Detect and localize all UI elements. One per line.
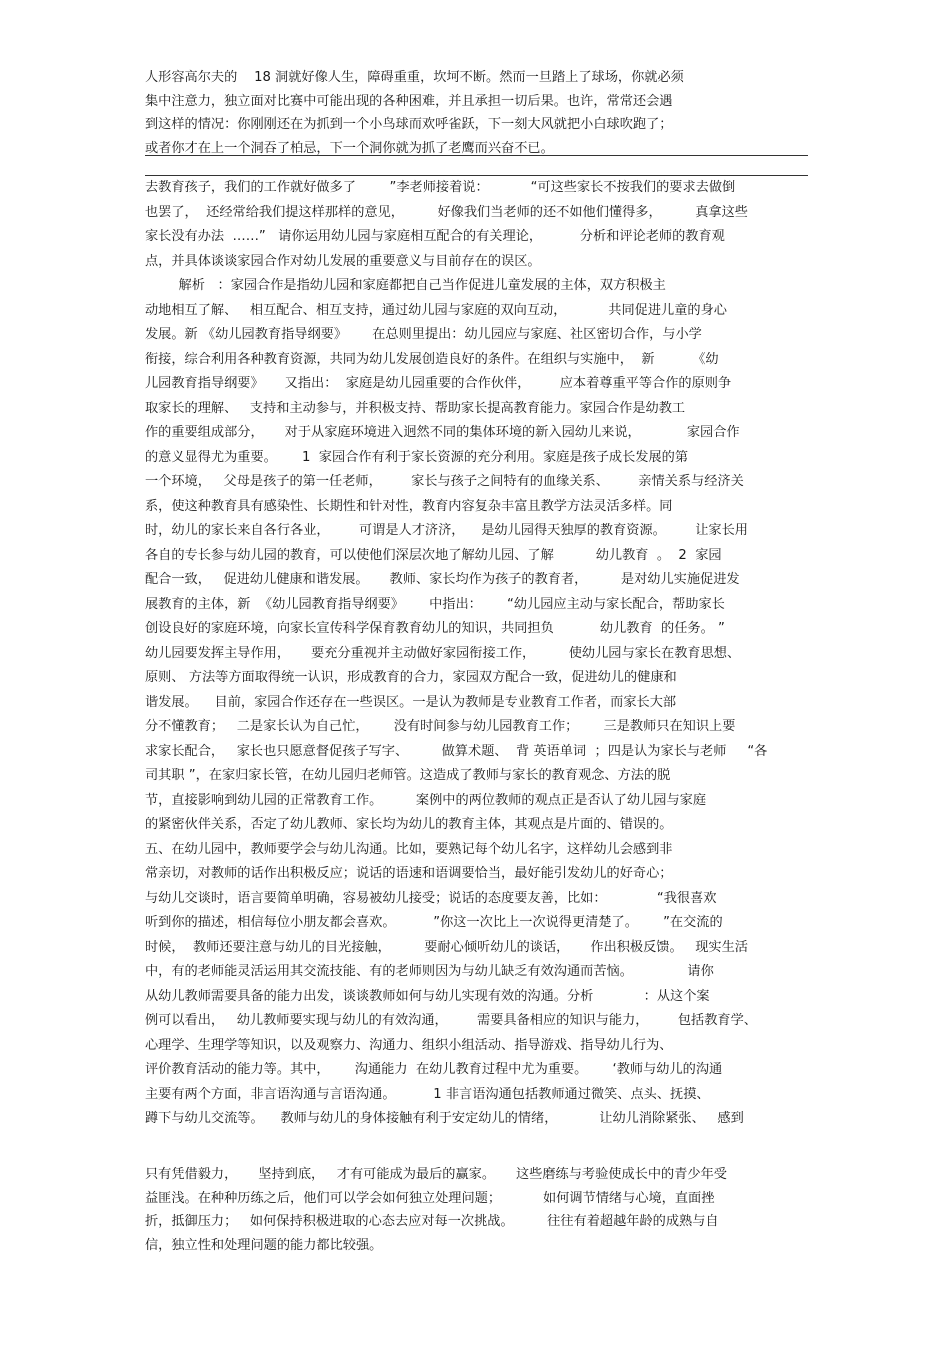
text-line: 到这样的情况：你刚刚还在为抓到一个小鸟球而欢呼雀跃，下一刻大风就把小白球吹跑了； [145,117,673,133]
text-line: 常亲切，对教师的话作出积极反应；说话的语速和语调要恰当，最好能引发幼儿的好奇心； [145,866,673,881]
text-line: 配合一致， 促进幼儿健康和谐发展。 教师、家长均作为孩子的教育者， 是对幼儿实施促进发 [145,572,740,587]
text-line: 信，独立性和处理问题的能力都比较强。 [145,1237,383,1253]
text-line: 儿园教育指导纲要》 又指出： 家庭是幼儿园重要的合作伙伴， 应本着尊重平等合作的原则争 [145,376,732,391]
text-line: 集中注意力，独立面对比赛中可能出现的各种困难，并且承担一切后果。也许，常常还会遇 [145,93,673,109]
text-line: 中，有的老师能灵活运用其交流技能、有的老师则因为与幼儿缺乏有效沟通而苦恼。 请你 [145,964,714,979]
text-line: 蹲下与幼儿交流等。 教师与幼儿的身体接触有利于安定幼儿的情绪， 让幼儿消除紧张、 感到 [145,1111,744,1126]
text-line: 人形容高尔夫的 18 洞就好像人生，障碍重重，坎坷不断。然而一旦踏上了球场，你就必须 [145,70,684,85]
divider [145,155,808,156]
text-line: 评价教育活动的能力等。其中， 沟通能力 在幼儿教育过程中尤为重要。 ‘教师与幼儿的沟通 [145,1062,723,1077]
main-passage [145,176,810,1132]
text-line: 五、在幼儿园中，教师要学会与幼儿沟通。比如，要熟记每个幼儿名字，这样幼儿会感到非 [145,841,673,857]
bottom-passage [145,1163,810,1257]
text-line: 作的重要组成部分， 对于从家庭环境进入迥然不同的集体环境的新入园幼儿来说， 家园合作 [145,425,740,440]
text-line: 衔接，综合利用各种教育资源，共同为幼儿发展创造良好的条件。在组织与实施中， 新 《幼 [145,351,719,367]
text-line: 益匪浅。在种种历练之后，他们可以学会如何独立处理问题； 如何调节情绪与心境，直面挫 [145,1190,715,1206]
text-line: 发展。新 《幼儿园教育指导纲要》 在总则里提出：幼儿园应与家庭、社区密切合作，与小学 [145,327,702,342]
text-line: 幼儿园要发挥主导作用， 要充分重视并主动做好家园衔接工作， 使幼儿园与家长在教育思想、 [145,645,741,661]
text-line: 原则、 方法等方面取得统一认识，形成教育的合力，家园双方配合一致，促进幼儿的健康和 [145,670,677,685]
text-line: 取家长的理解、 支持和主动参与，并积极支持、帮助家长提高教育能力。家园合作是幼教工 [145,400,686,416]
text-line: 或者你才在上一个洞吞了柏忌，下一个洞你就为抓了老鹰而兴奋不已。 [145,140,554,156]
text-line: 谐发展。 目前，家园合作还存在一些误区。一是认为教师是专业教育工作者，而家长大部 [145,694,677,710]
text-line: 创设良好的家庭环境，向家长宣传科学保育教育幼儿的知识，共同担负 幼儿教育 的任务。 ” [145,621,725,636]
text-line: 折，抵御压力； 如何保持积极进取的心态去应对每一次挑战。 往往有着超越年龄的成熟与自 [145,1214,719,1229]
text-line: 求家长配合， 家长也只愿意督促孩子写字、 做算术题、 背 英语单词 ；四是认为家长与老师 “各 [145,743,768,759]
text-line: 从幼儿教师需要具备的能力出发，谈谈教师如何与幼儿实现有效的沟通。分析 ：从这个案 [145,988,710,1004]
text-line: 主要有两个方面，非言语沟通与言语沟通。 1 非言语沟通包括教师通过微笑、点头、抚摸、 [145,1086,710,1102]
text-line: 一个环境， 父母是孩子的第一任老师， 家长与孩子之间特有的血缘关系、 亲情关系与经济关 [145,474,744,489]
text-line: 心理学、生理学等知识，以及观察力、沟通力、组织小组活动、指导游戏、指导幼儿行为、 [145,1037,673,1053]
text-line: 听到你的描述，相信每位小朋友都会喜欢。 ”你这一次比上一次说得更清楚了。 ”在交流的 [145,915,723,930]
text-line: 各自的专长参与幼儿园的教育，可以使他们深层次地了解幼儿园、了解 幼儿教育 。 2 家园 [145,547,722,563]
text-line: 展教育的主体，新 《幼儿园教育指导纲要》 中指出： “幼儿园应主动与家长配合，帮助家长 [145,596,725,612]
text-line: 动地相互了解、 相互配合、相互支持，通过幼儿园与家庭的双向互动， 共同促进儿童的身心 [145,302,727,318]
text-line: 家长没有办法 ……” 请你运用幼儿园与家庭相互配合的有关理论， 分析和评论老师的教育观 [145,229,725,244]
top-passage [145,66,810,160]
text-line: 解析 ：家园合作是指幼儿园和家庭都把自己当作促进儿童发展的主体，双方积极主 [145,278,666,293]
text-line: 系，使这种教育具有感染性、长期性和针对性，教育内容复杂丰富且教学方法灵活多样。同 [145,498,673,514]
text-line: 点，并具体谈谈家园合作对幼儿发展的重要意义与目前存在的误区。 [145,253,541,269]
text-line: 也罢了， 还经常给我们提这样那样的意见， 好像我们当老师的还不如他们懂得多， 真拿这些 [145,204,748,220]
text-line: 时，幼儿的家长来自各行各业， 可谓是人才济济， 是幼儿园得天独厚的教育资源。 让家长用 [145,523,748,538]
text-line: 的意义显得尤为重要。 1 家园合作有利于家长资源的充分利用。家庭是孩子成长发展的第 [145,449,689,465]
text-line: 分不懂教育； 二是家长认为自己忙， 没有时间参与幼儿园教育工作； 三是教师只在知识上要 [145,719,736,734]
text-line: 的紧密伙伴关系，否定了幼儿教师、家长均为幼儿的教育主体，其观点是片面的、错误的。 [145,817,673,832]
text-line: 节，直接影响到幼儿园的正常教育工作。 案例中的两位教师的观点正是否认了幼儿园与家庭 [145,792,707,808]
text-line: 只有凭借毅力， 坚持到底， 才有可能成为最后的赢家。 这些磨练与考验使成长中的青少年受 [145,1167,727,1182]
text-line: 司其职 ”，在家归家长管，在幼儿园归老师管。这造成了教师与家长的教育观念、方法的脱 [145,768,671,783]
text-line: 与幼儿交谈时，语言要简单明确，容易被幼儿接受；说话的态度要友善，比如： “我很喜欢 [145,890,717,906]
text-line: 时候， 教师还要注意与幼儿的目光接触， 要耐心倾听幼儿的谈话， 作出积极反馈。 现实生活 [145,939,748,955]
text-line: 去教育孩子，我们的工作就好做多了 ”李老师接着说： “可这些家长不按我们的要求去做倒 [145,180,736,195]
text-line: 例可以看出， 幼儿教师要实现与幼儿的有效沟通， 需要具备相应的知识与能力， 包括教育学、 [145,1013,757,1028]
